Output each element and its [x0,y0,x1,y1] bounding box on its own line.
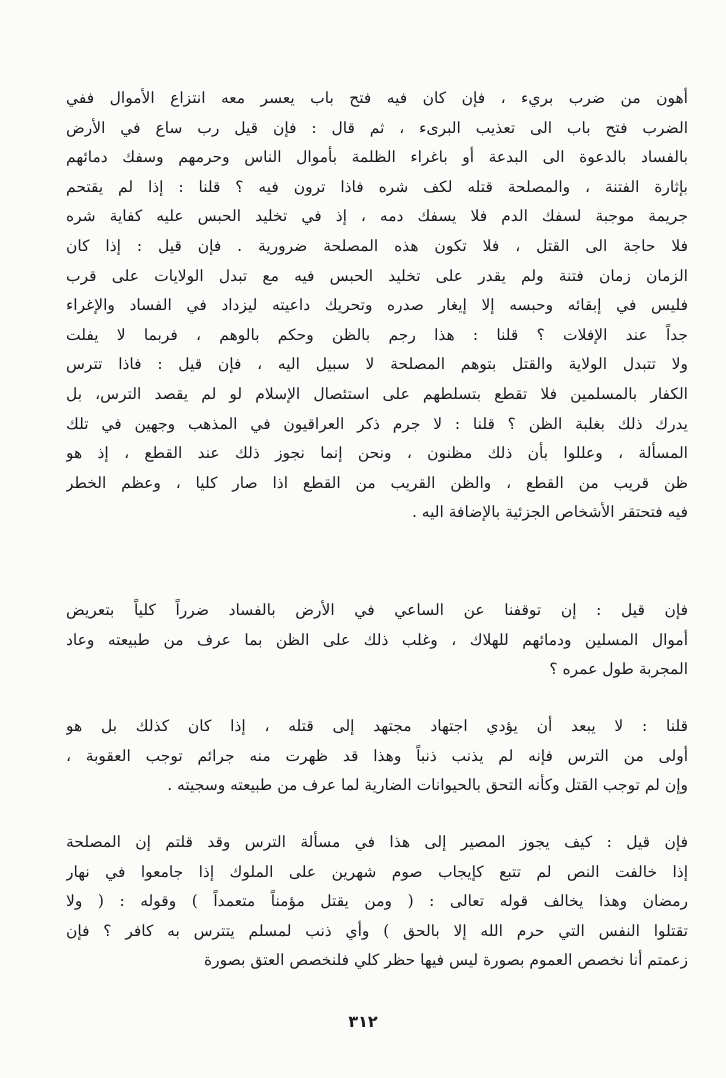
paragraph-2 [66,596,688,685]
text-line: بإثارة الفتنة ، والمصلحة قتله لكف شره فاذا ترون فيه ؟ قلنا : إذا لم يقتحم [66,177,688,196]
text-line: المسألة ، وعللوا بأن ذلك مظنون ، ونحن إنما نجوز ذلك عند القطع ، إذ هو [66,444,688,463]
text-line: المجربة طول عمره ؟ [549,660,688,679]
page-number: ٣١٢ [348,1012,378,1031]
text-line: إذا خالفت النص لم تتبع كإيجاب صوم شهرين على الملوك إذا جامعوا في نهار [66,862,688,881]
text-line: جداً عند الإفلات ؟ قلنا : هذا رجم بالظن وحكم بالوهم ، فربما لا يفلت [66,325,688,344]
text-line: رمضان وهذا يخالف قوله تعالى : ( ومن يقتل مؤمناً متعمداً ) وقوله : ( ولا [66,892,688,911]
text-line: فيه فتحتقر الأشخاص الجزئية بالإضافة اليه . [411,503,688,522]
text-line: فإن قيل : إن توقفنا عن الساعي في الأرض بالفساد ضرراً كلياً بتعريض [66,601,688,619]
text-line: فليس في إبقائه وحبسه إلا إيغار صدره وتحريك داعيته ليزداد في الفساد والإغراء [66,296,688,315]
paragraph-1 [66,84,688,528]
text-line: بالفساد بالدعوة الى البدعة أو باغراء الظلمة بأموال الناس وحرمهم وسفك دمائهم [66,148,688,167]
text-line: فلا حاجة الى القتل ، فلا تكون هذه المصلحة ضرورية . فإن قيل : إذا كان [66,236,688,255]
paragraph-4 [66,828,688,976]
text-line: ولا تتبدل الولاية والقتل بتوهم المصلحة لا سبيل اليه ، فإن قيل : فاذا تترس [66,355,688,374]
text-line: تقتلوا النفس التي حرم الله إلا بالحق ) وأي ذنب لمسلم يتترس به كافر ؟ فإن [66,921,688,940]
text-line: أهون من ضرب بريء ، فإن كان فيه فتح باب يعسر معه انتزاع الأموال ففي [66,89,688,107]
text-line: أولى من الترس فإنه لم يذنب ذنباً وهذا قد ظهرت منه جرائم توجب العقوبة ، [66,746,688,765]
text-line: قلنا : لا يبعد أن يؤدي اجتهاد مجتهد إلى قتله ، إذا كان كذلك بل هو [66,717,688,735]
text-line: ظن قريب من القطع ، والظن القريب من القطع اذا صار كليا ، وعظم الخطر [66,473,688,492]
text-line: جريمة موجبة لسفك الدم فلا يسفك دمه ، إذ في تخليد الحبس عليه كفاية شره [66,207,688,226]
paragraph-3 [66,712,688,801]
text-line: يدرك ذلك بغلبة الظن ؟ قلنا : لا جرم ذكر العراقيون في المذهب وجهين في تلك [66,414,688,433]
text-line: زعمتم أنا نخصص العموم بصورة ليس فيها حظر كلي فلنخصص العتق بصورة [204,951,688,970]
text-line: الكفار بالمسلمين فلا تقطع بتسلطهم على استئصال الإسلام لو لم يقصد الترس، بل [66,384,688,403]
text-line: أموال المسلين ودمائهم للهلاك ، وغلب ذلك على الظن بما عرف من طبيعته وعاد [66,630,688,649]
text-line: وإن لم توجب القتل وكأنه التحق بالحيوانات الضارية لما عرف من طبيعته وسجيته . [167,776,688,795]
text-line: الزمان زمان فتنة ولم يقدر على تخليد الحبس فيه مع تبدل الولايات على قرب [66,266,688,285]
text-line: فإن قيل : كيف يجوز المصير إلى هذا في مسألة الترس وقد قلتم إن المصلحة [66,833,688,851]
text-line: الضرب فتح باب الى تعذيب البرىء ، ثم قال : فإن قيل رب ساع في الأرض [66,118,688,137]
